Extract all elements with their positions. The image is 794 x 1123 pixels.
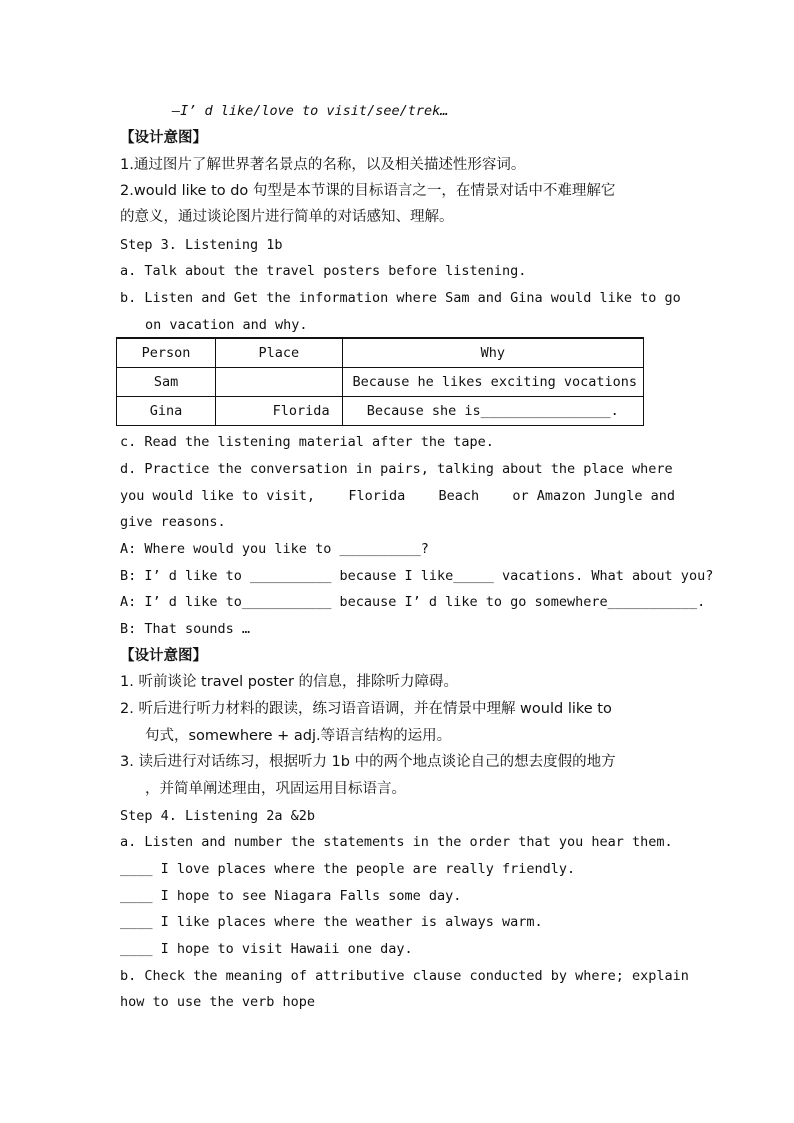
design-intent-point: 句式，somewhere + adj.等语言结构的运用。 xyxy=(145,728,452,744)
table-cell: Because he likes exciting vocations xyxy=(342,368,643,397)
design-intent-point: 3. 读后进行对话练习，根据听力 1b 中的两个地点谈论自己的想去度假的地方 xyxy=(120,754,616,770)
statement-line: ____ I hope to visit Hawaii one day. xyxy=(120,941,413,957)
step3-item-d: d. Practice the conversation in pairs, talking about the place where xyxy=(120,461,673,477)
statement-line: ____ I like places where the weather is always warm. xyxy=(120,914,543,930)
dialogue-line: B: That sounds … xyxy=(120,621,251,637)
text-span: Florida xyxy=(348,488,406,504)
table-header-row xyxy=(117,338,644,368)
statement-line: ____ I hope to see Niagara Falls some day. xyxy=(120,888,462,904)
table-header-cell: Person xyxy=(117,338,216,368)
step3-item-d-cont xyxy=(120,487,675,505)
step4-item-b: b. Check the meaning of attributive clause conducted by where; explain xyxy=(120,968,689,984)
statement-line: ____ I love places where the people are really friendly. xyxy=(120,861,576,877)
step3-title: Step 3. Listening 1b xyxy=(120,237,283,253)
design-intent-point: 1. 听前谈论 travel poster 的信息，排除听力障碍。 xyxy=(120,674,459,690)
design-intent-point: 2.would like to do 句型是本节课的目标语言之一，在情景对话中不难理解它 xyxy=(120,183,616,199)
design-intent-point: 1.通过图片了解世界著名景点的名称，以及相关描述性形容词。 xyxy=(120,157,526,173)
dialogue-line: A: Where would you like to __________? xyxy=(120,541,429,557)
design-intent-heading: 【设计意图】 xyxy=(120,130,207,146)
step3-item-a: a. Talk about the travel posters before listening. xyxy=(120,263,527,279)
text-span: or Amazon Jungle and xyxy=(512,488,675,504)
table-cell: Gina xyxy=(117,397,216,426)
text-span: you would like to visit, xyxy=(120,488,316,504)
dialogue-line: —I’ d like/love to visit/see/trek… xyxy=(172,103,449,119)
table-row xyxy=(117,397,644,426)
table-header-cell: Why xyxy=(342,338,643,368)
step4-title: Step 4. Listening 2a &2b xyxy=(120,808,316,824)
info-table xyxy=(116,337,644,426)
design-intent-point: 的意义，通过谈论图片进行简单的对话感知、理解。 xyxy=(120,209,454,225)
table-header-cell: Place xyxy=(216,338,343,368)
dialogue-line: A: I’ d like to___________ because I’ d like to go somewhere___________. xyxy=(120,594,706,610)
step3-item-d-cont: give reasons. xyxy=(120,514,226,530)
step3-item-b: b. Listen and Get the information where Sam and Gina would like to go xyxy=(120,290,681,306)
step4-item-a: a. Listen and number the statements in the order that you hear them. xyxy=(120,834,673,850)
step3-item-b-cont: on vacation and why. xyxy=(145,317,308,333)
design-intent-heading: 【设计意图】 xyxy=(120,648,207,664)
table-cell: Sam xyxy=(117,368,216,397)
table-cell xyxy=(216,368,343,397)
table-cell: Florida xyxy=(216,397,343,426)
step4-item-b-cont: how to use the verb hope xyxy=(120,994,316,1010)
table-row xyxy=(117,368,644,397)
text-span: Beach xyxy=(438,488,480,504)
dialogue-line: B: I’ d like to __________ because I like_____ vacations. What about you? xyxy=(120,568,714,584)
table-cell: Because she is________________. xyxy=(342,397,643,426)
design-intent-point: ，并简单阐述理由，巩固运用目标语言。 xyxy=(145,781,406,797)
design-intent-point: 2. 听后进行听力材料的跟读，练习语音语调，并在情景中理解 would like to xyxy=(120,701,612,717)
step3-item-c: c. Read the listening material after the tape. xyxy=(120,434,494,450)
